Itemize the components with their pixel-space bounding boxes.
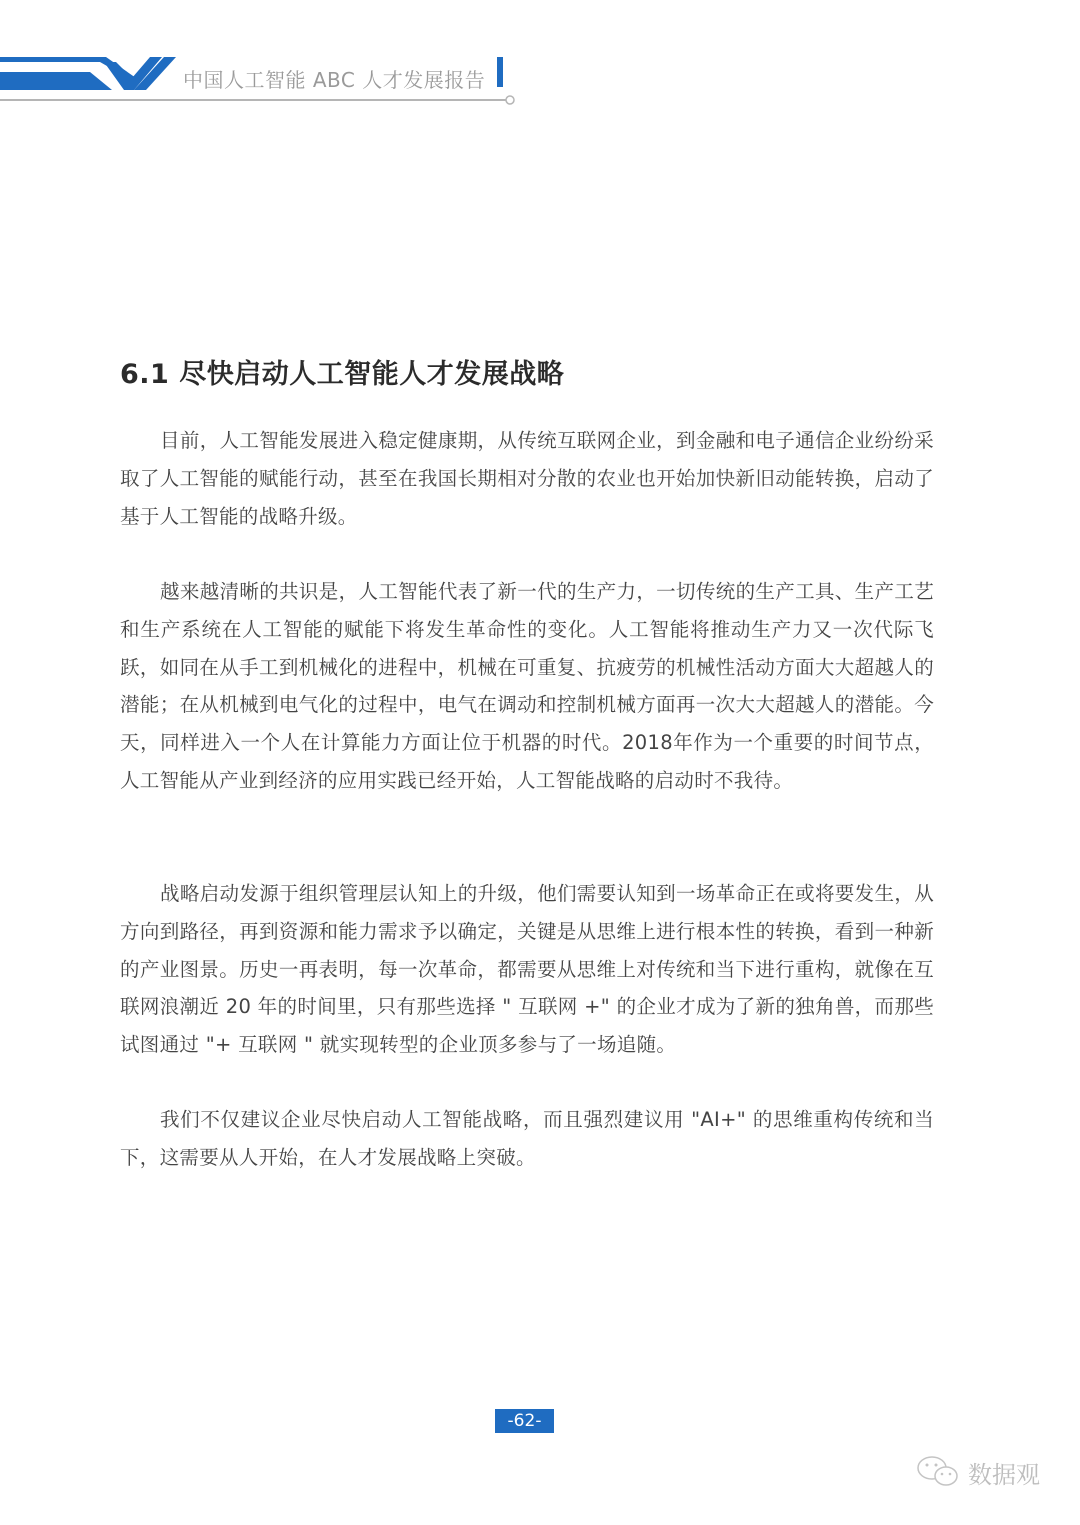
watermark-text: 数据观 — [968, 1460, 1040, 1489]
wechat-icon — [914, 1452, 964, 1492]
paragraph-2: 越来越清晰的共识是，人工智能代表了新一代的生产力，一切传统的生产工具、生产工艺和生产系统在人工智能的赋能下将发生革命性的变化。人工智能将推动生产力又一次代际飞跃，如同在从手工到机械化的进程中，机械在可重复、抗疲劳的机械性活动方面大大超越人的潜能；在从机械到电气化的过程中，电气在调动和控制机械方面再一次大大超越人的潜能。今天，同样进入一个人在计算能力方面让位于机器的时代。2018年作为一个重要的时间节点，人工智能从产业到经济的应用实践已经开始，人工智能战略的启动时不我待。 — [120, 580, 934, 792]
page-number: -62- — [495, 1409, 554, 1433]
watermark — [914, 1452, 1040, 1492]
paragraph-1: 目前，人工智能发展进入稳定健康期，从传统互联网企业，到金融和电子通信企业纷纷采取了人工智能的赋能行动，甚至在我国长期相对分散的农业也开始加快新旧动能转换，启动了基于人工智能的战略升级。 — [120, 429, 934, 528]
paragraph-3: 战略启动发源于组织管理层认知上的升级，他们需要认知到一场革命正在或将要发生，从方向到路径，再到资源和能力需求予以确定，关键是从思维上进行根本性的转换，看到一种新的产业图景。历史一再表明，每一次革命，都需要从思维上对传统和当下进行重构，就像在互联网浪潮近 20 年的时间里，只有那些选择 " 互联网 +" 的企业才成为了新的独角兽，而那些试图通过 "+ 互联网 " 就实现转型的企业顶多参与了一场追随。 — [120, 882, 934, 1057]
paragraph-4: 我们不仅建议企业尽快启动人工智能战略，而且强烈建议用 "AI+" 的思维重构传统和当下，这需要从人开始，在人才发展战略上突破。 — [120, 1108, 934, 1169]
header-stripe-graphic — [0, 0, 540, 120]
page-header — [0, 0, 540, 120]
section-heading: 6.1 尽快启动人工智能人才发展战略 — [120, 359, 565, 390]
report-title: 中国人工智能 ABC 人才发展报告 — [183, 68, 486, 92]
